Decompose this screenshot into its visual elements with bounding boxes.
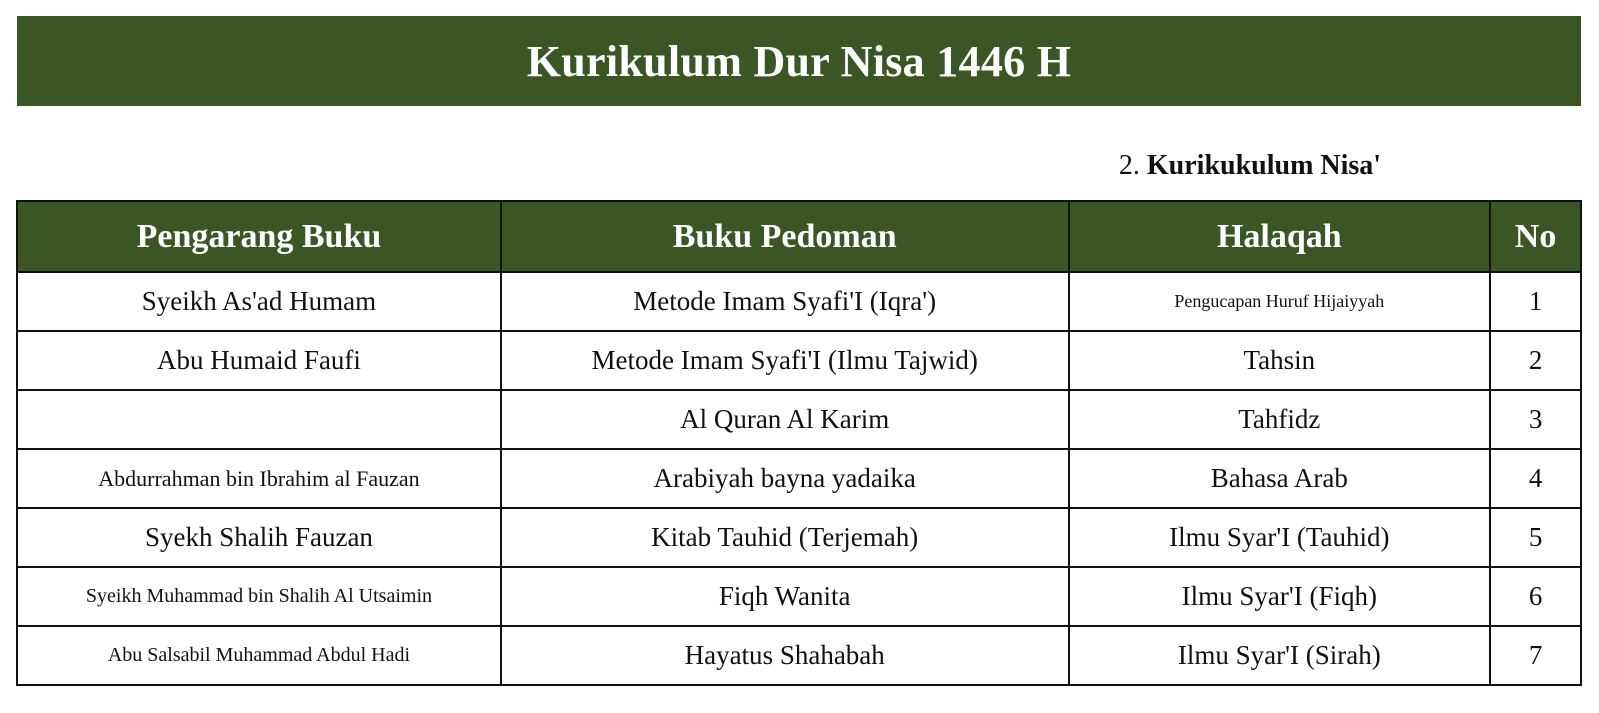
section-heading (1000, 150, 1500, 182)
cell-book: Al Quran Al Karim (501, 390, 1069, 449)
table-row (17, 331, 1581, 390)
cell-halaqah: Ilmu Syar'I (Fiqh) (1069, 567, 1491, 626)
table-row (17, 272, 1581, 331)
cell-author: Syeikh Muhammad bin Shalih Al Utsaimin (17, 567, 501, 626)
cell-halaqah: Pengucapan Huruf Hijaiyyah (1069, 272, 1491, 331)
cell-no: 2 (1490, 331, 1581, 390)
cell-book: Kitab Tauhid (Terjemah) (501, 508, 1069, 567)
section-title: Kurikukulum Nisa' (1146, 150, 1382, 181)
curriculum-table (16, 200, 1582, 686)
cell-book: Arabiyah bayna yadaika (501, 449, 1069, 508)
cell-author: Syekh Shalih Fauzan (17, 508, 501, 567)
table-row (17, 508, 1581, 567)
cell-halaqah: Ilmu Syar'I (Tauhid) (1069, 508, 1491, 567)
column-header-no: No (1490, 201, 1581, 272)
cell-halaqah: Ilmu Syar'I (Sirah) (1069, 626, 1491, 685)
table-row (17, 626, 1581, 685)
cell-author: Abu Humaid Faufi (17, 331, 501, 390)
column-header-author: Pengarang Buku (17, 201, 501, 272)
table-row (17, 390, 1581, 449)
cell-author: Syeikh As'ad Humam (17, 272, 501, 331)
cell-no: 6 (1490, 567, 1581, 626)
section-number: 2. (1118, 150, 1140, 181)
cell-no: 7 (1490, 626, 1581, 685)
cell-no: 1 (1490, 272, 1581, 331)
cell-author (17, 390, 501, 449)
table-row (17, 449, 1581, 508)
cell-no: 3 (1490, 390, 1581, 449)
cell-book: Fiqh Wanita (501, 567, 1069, 626)
cell-halaqah: Bahasa Arab (1069, 449, 1491, 508)
cell-no: 4 (1490, 449, 1581, 508)
table-row (17, 567, 1581, 626)
cell-no: 5 (1490, 508, 1581, 567)
column-header-book: Buku Pedoman (501, 201, 1069, 272)
cell-book: Metode Imam Syafi'I (Ilmu Tajwid) (501, 331, 1069, 390)
cell-halaqah: Tahsin (1069, 331, 1491, 390)
title-banner (17, 16, 1581, 106)
table-header-row (17, 201, 1581, 272)
column-header-halaqah: Halaqah (1069, 201, 1491, 272)
cell-author: Abu Salsabil Muhammad Abdul Hadi (17, 626, 501, 685)
cell-book: Hayatus Shahabah (501, 626, 1069, 685)
page-title: Kurikulum Dur Nisa 1446 H (526, 36, 1072, 86)
cell-halaqah: Tahfidz (1069, 390, 1491, 449)
cell-book: Metode Imam Syafi'I (Iqra') (501, 272, 1069, 331)
cell-author: Abdurrahman bin Ibrahim al Fauzan (17, 449, 501, 508)
